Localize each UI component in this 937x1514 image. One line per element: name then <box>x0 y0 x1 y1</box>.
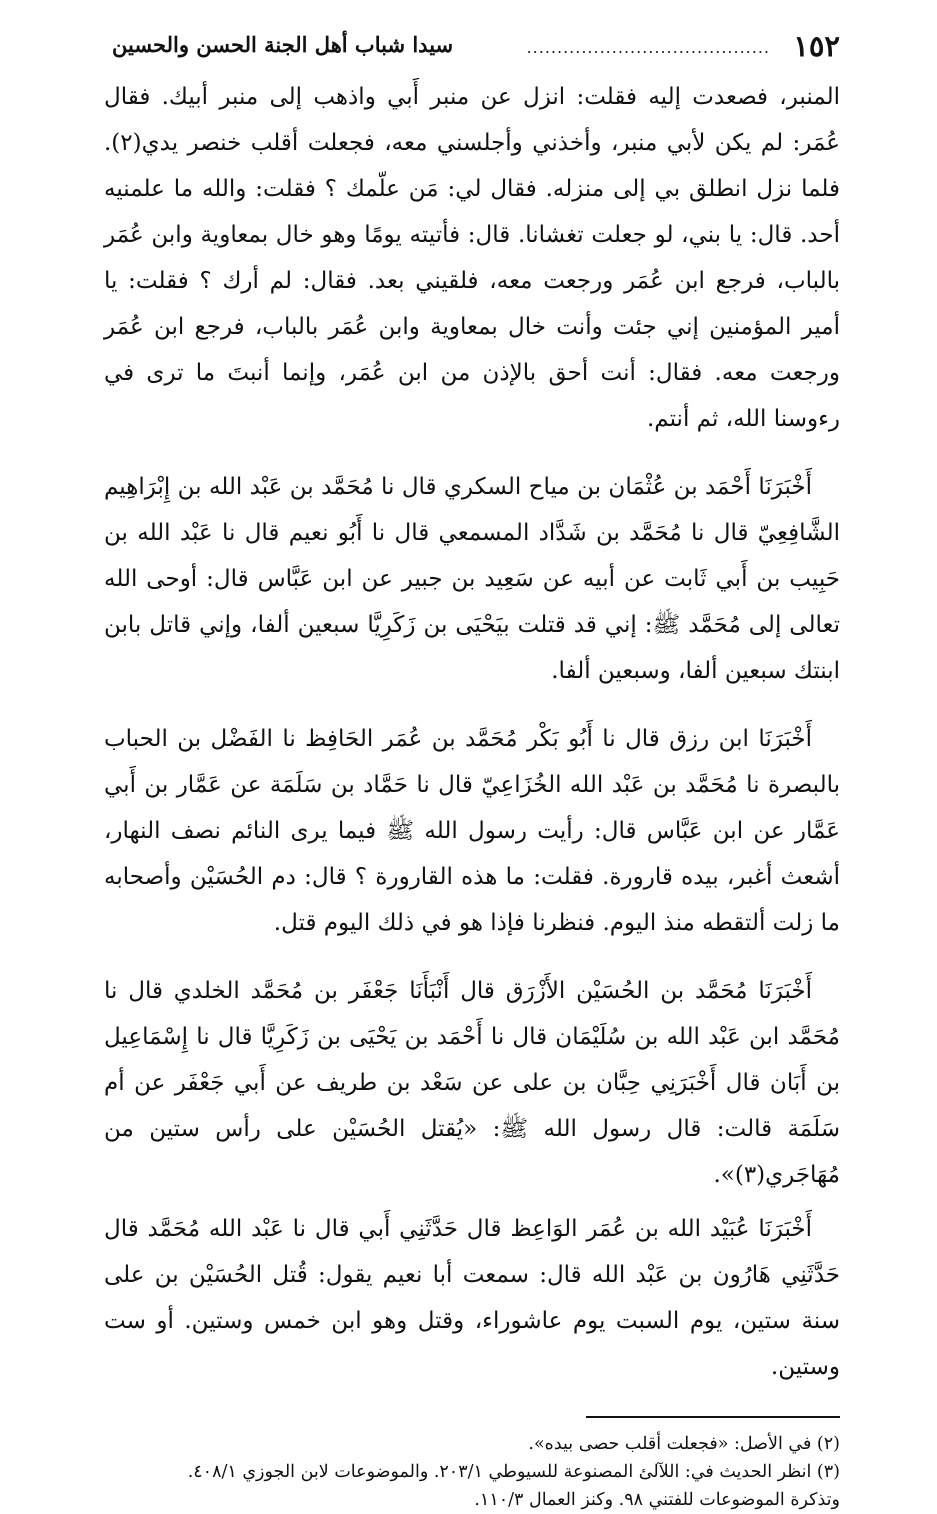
paragraph-hadith-2: أَخْبَرَنَا ابن رزق قال نا أَبُو بَكْر مُحَمَّد بن عُمَر الحَافِظ نا الفَضْل بن الحباب بالبصرة نا مُحَمَّد بن عَبْد الله الخُزَاعِيّ قال نا حَمَّاد بن سَلَمَة عن عَمَّار بن أَبي عَمَّار عن ابن عَبَّاس قال: رأيت رسول الله ﷺ فيما يرى النائم نصف النهار، أشعث أغبر، بيده قارورة. فقلت: ما هذه القارورة ؟ قال: دم الحُسَيْن وأصحابه ما زلت ألتقطه منذ اليوم. فنظرنا فإذا هو في ذلك اليوم قتل. <box>104 726 840 936</box>
footnote-divider <box>586 1416 840 1418</box>
paragraph-hadith-1: أَخْبَرَنَا أَحْمَد بن عُثْمَان بن مياح السكري قال نا مُحَمَّد بن عَبْد الله بن إِبْرَاهِيم الشَّافِعِيّ قال نا مُحَمَّد بن شَدَّاد المسمعي قال نا أَبُو نعيم قال نا عَبْد الله بن حَبِيب بن أَبي ثَابت عن أبيه عن سَعِيد بن جبير عن ابن عَبَّاس قال: أوحى الله تعالى إلى مُحَمَّد ﷺ: إني قد قتلت بيَحْيَى بن زَكَرِيَّا سبعين ألفا، وإني قاتل بابن ابنتك سبعين ألفا، وسبعين ألفا. <box>104 474 840 684</box>
footnote-3-continuation: وتذكرة الموضوعات للفتني ٩٨. وكنز العمال ١١٠/٣. <box>474 1490 840 1510</box>
paragraph-hadith-4: أَخْبَرَنَا عُبَيْد الله بن عُمَر الوَاعِظ قال حَدَّثَنِي أَبي قال نا عَبْد الله مُحَمَّد قال حَدَّثَنِي هَارُون بن عَبْد الله قال: سمعت أبا نعيم يقول: قُتل الحُسَيْن بن على سنة ستين، يوم السبت يوم عاشوراء، وقتل وهو ابن خمس وستين. أو ست وستين. <box>104 1216 840 1380</box>
paragraph-hadith-3: أَخْبَرَنَا مُحَمَّد بن الحُسَيْن الأَزْرَق قال أَنْبَأَنَا جَعْفَر بن مُحَمَّد الخلدي قال نا مُحَمَّد ابن عَبْد الله بن سُلَيْمَان قال نا أَحْمَد بن يَحْيَى بن زَكَرِيَّا قال نا إِسْمَاعِيل بن أَبَان قال أَخْبَرَنِي حِبَّان بن على عن سَعْد بن طريف عن أَبي جَعْفَر عن أم سَلَمَة قالت: قال رسول الله ﷺ: «يُقتل الحُسَيْن على رأس ستين من مُهَاجَري(٣)». <box>104 978 840 1188</box>
footnote-3: (٣) انظر الحديث في: اللآلئ المصنوعة للسيوطي ٢٠٣/١. والموضوعات لابن الجوزي ٤٠٨/١. <box>187 1462 840 1482</box>
running-header <box>104 22 840 66</box>
footnotes <box>104 1430 840 1514</box>
footnote-2: (٢) في الأصل: «فجعلت أقلب حصى بيده». <box>528 1434 840 1454</box>
book-page <box>104 22 840 1514</box>
body-text <box>104 74 840 1390</box>
paragraph-continuation: المنبر، فصعدت إليه فقلت: انزل عن منبر أَبي واذهب إلى منبر أبيك. فقال عُمَر: لم يكن لأبي منبر، وأخذني وأجلسني معه، فجعلت أقلب خنصر يدي(٢). فلما نزل انطلق بي إلى منزله. فقال لي: مَن علّمك ؟ فقلت: والله ما علمنيه أحد. قال: يا بني، لو جعلت تغشانا. قال: فأتيته يومًا وهو خال بمعاوية وابن عُمَر بالباب، فرجع ابن عُمَر ورجعت معه، فلقيني بعد. فقال: لم أرك ؟ فقلت: يا أمير المؤمنين إني جئت وأنت خال بمعاوية وابن عُمَر بالباب، فرجع ابن عُمَر ورجعت معه. فقال: أنت أحق بالإذن من ابن عُمَر، وإنما أنبتَ ما ترى في رءوسنا الله، ثم أنتم. <box>104 84 840 432</box>
header-leader-dots: ........................................ <box>526 38 770 57</box>
page-number: ١٥٢ <box>793 29 840 63</box>
running-title: سيدا شباب أهل الجنة الحسن والحسين <box>112 32 454 57</box>
